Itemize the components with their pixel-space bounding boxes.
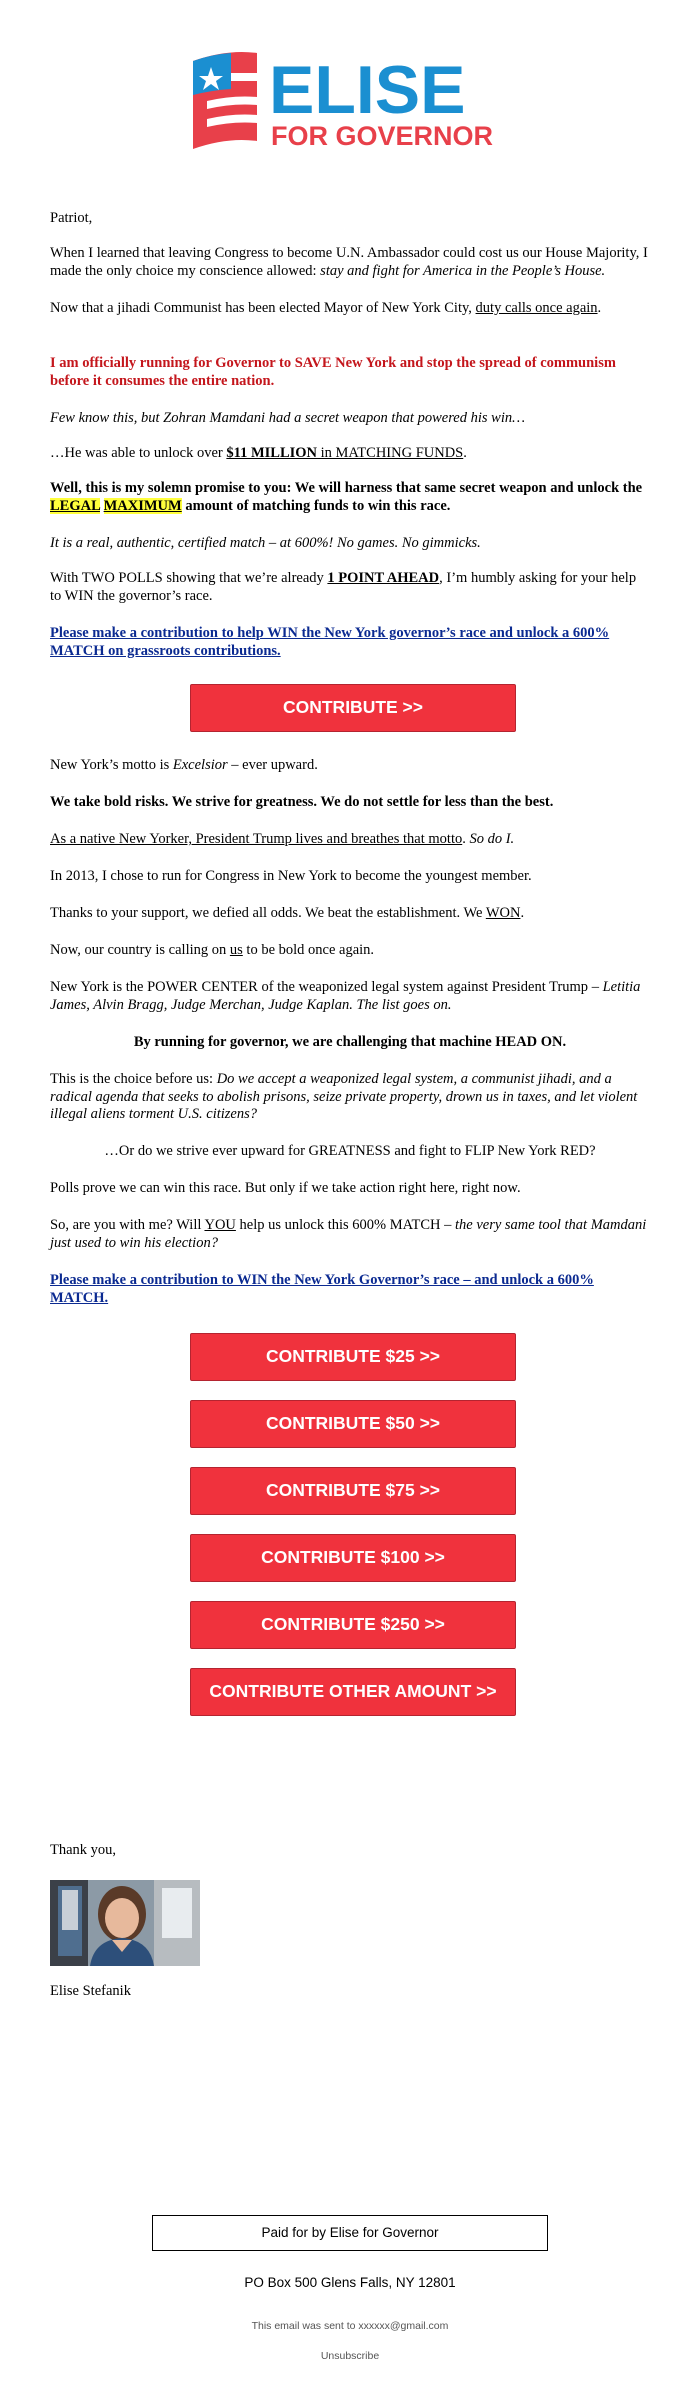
contribution-link-2[interactable] bbox=[50, 1272, 650, 1307]
text: to be bold once again. bbox=[242, 942, 375, 958]
text: When I learned that leaving Congress to become U.N. Ambassador could cost us our House Majority, I made the only choice my conscience allowed: bbox=[50, 245, 648, 279]
paragraph-motto bbox=[50, 757, 650, 775]
paragraph-promise bbox=[50, 480, 650, 515]
paragraph-polls bbox=[50, 570, 650, 605]
paid-for-box: Paid for by Elise for Governor bbox=[152, 2215, 548, 2251]
contribute-75-button[interactable]: CONTRIBUTE $75 >> bbox=[190, 1467, 516, 1515]
text: …He was able to unlock over bbox=[50, 445, 227, 461]
contribute-other-button[interactable]: CONTRIBUTE OTHER AMOUNT >> bbox=[190, 1668, 516, 1716]
text-italic: the very same tool that Mamdani just used to win his election? bbox=[50, 1217, 647, 1251]
paragraph-head-on: By running for governor, we are challenging that machine HEAD ON. bbox=[133, 1034, 567, 1050]
text: Now, our country is calling on bbox=[50, 942, 230, 958]
paragraph-certified-match bbox=[50, 535, 650, 553]
flag-e-logo-icon bbox=[187, 43, 517, 158]
highlight-legal: LEGAL bbox=[50, 497, 100, 514]
logo-name: ELISE bbox=[269, 52, 466, 128]
contribute-button[interactable]: CONTRIBUTE >> bbox=[190, 684, 516, 732]
campaign-logo bbox=[187, 43, 517, 158]
text-italic: So do I. bbox=[469, 831, 515, 847]
paragraph-bold-risks: We take bold risks. We strive for greatness. We do not settle for less than the best. bbox=[50, 794, 554, 810]
contribute-50-button[interactable]: CONTRIBUTE $50 >> bbox=[190, 1400, 516, 1448]
contribution-link-text[interactable]: Please make a contribution to help WIN the New York governor’s race and unlock a 600% MATCH on grassroots contributions. bbox=[50, 625, 610, 659]
contribution-link-text[interactable]: Please make a contribution to WIN the New York Governor’s race – and unlock a 600% MATCH. bbox=[50, 1272, 594, 1306]
logo-tagline: FOR GOVERNOR bbox=[271, 121, 494, 151]
highlight-maximum: MAXIMUM bbox=[103, 497, 182, 514]
text-underlined: As a native New Yorker, President Trump lives and breathes that motto bbox=[50, 831, 463, 847]
text-italic: Excelsior bbox=[172, 757, 228, 773]
text: . bbox=[463, 445, 467, 461]
text: This is the choice before us: bbox=[50, 1071, 217, 1087]
paragraph-flip-red: …Or do we strive ever upward for GREATNESS and fight to FLIP New York RED? bbox=[104, 1143, 596, 1159]
text: . bbox=[597, 300, 602, 316]
paragraph-matching-funds bbox=[50, 445, 650, 463]
text-underlined: us bbox=[229, 942, 243, 958]
text: Now that a jihadi Communist has been elected Mayor of New York City, bbox=[50, 300, 476, 316]
announcement: I am officially running for Governor to SAVE New York and stop the spread of communism before it consumes the entire nation. bbox=[50, 355, 616, 389]
paragraph-power-center bbox=[50, 979, 650, 1014]
text: help us unlock this 600% MATCH – bbox=[235, 1217, 455, 1233]
text-underlined: in MATCHING FUNDS bbox=[317, 445, 464, 461]
contribution-link-1[interactable] bbox=[50, 625, 650, 660]
text: Thanks to your support, we defied all odds. We beat the establishment. We bbox=[50, 905, 486, 921]
text: New York’s motto is bbox=[50, 757, 173, 773]
portrait-icon bbox=[50, 1880, 200, 1966]
text: With TWO POLLS showing that we’re already bbox=[50, 570, 328, 586]
paragraph-intro bbox=[50, 245, 650, 280]
footer-address: PO Box 500 Glens Falls, NY 12801 bbox=[244, 2275, 456, 2290]
text-italic: It is a real, authentic, certified match – at 600%! No games. No gimmicks. bbox=[50, 535, 481, 551]
paragraph-secret-weapon bbox=[50, 410, 650, 428]
text-underlined: duty calls once again bbox=[475, 300, 598, 316]
paragraph-duty bbox=[50, 300, 650, 318]
text-italic: stay and fight for America in the People’s House. bbox=[320, 262, 606, 279]
contribute-25-button[interactable]: CONTRIBUTE $25 >> bbox=[190, 1333, 516, 1381]
text: . bbox=[520, 905, 525, 921]
text-underlined: WON bbox=[485, 905, 521, 921]
paragraph-choice bbox=[50, 1071, 650, 1124]
contribute-250-button[interactable]: CONTRIBUTE $250 >> bbox=[190, 1601, 516, 1649]
text-bold-underlined: $11 MILLION bbox=[226, 445, 318, 461]
paragraph-defied bbox=[50, 905, 650, 923]
salutation: Patriot, bbox=[50, 210, 93, 226]
text: Well, this is my solemn promise to you: We will harness that same secret weapon and unlock the bbox=[50, 480, 643, 496]
paragraph-with-me bbox=[50, 1217, 650, 1252]
text: New York is the POWER CENTER of the weaponized legal system against President Trump bbox=[50, 979, 592, 995]
candidate-photo bbox=[50, 1880, 200, 1966]
paragraph-calling bbox=[50, 942, 650, 960]
contribute-100-button[interactable]: CONTRIBUTE $100 >> bbox=[190, 1534, 516, 1582]
signature: Elise Stefanik bbox=[50, 1983, 131, 1999]
text: , I’m humbly asking for your help to WIN the governor’s race. bbox=[50, 570, 637, 604]
unsubscribe-link[interactable]: Unsubscribe bbox=[320, 2350, 380, 2362]
text-italic: Few know this, but Zohran Mamdani had a secret weapon that powered his win… bbox=[50, 410, 525, 426]
text-italic: – Letitia James, Alvin Bragg, Judge Merchan, Judge Kaplan. The list goes on. bbox=[50, 979, 641, 1013]
text-italic: Do we accept a weaponized legal system, a communist jihadi, and a radical agenda that seeks to abolish prisons, seize private property, drown us in taxes, and let violent illegal aliens torment U.S. citizens? bbox=[50, 1071, 638, 1122]
text: So, are you with me? Will bbox=[50, 1217, 205, 1233]
paragraph-native bbox=[50, 831, 650, 849]
footer-sent-to: This email was sent to xxxxxx@gmail.com bbox=[251, 2320, 449, 2332]
text: – ever upward. bbox=[227, 757, 318, 773]
text: . bbox=[462, 831, 470, 847]
paragraph-polls-prove: Polls prove we can win this race. But only if we take action right here, right now. bbox=[50, 1180, 521, 1196]
paragraph-2013: In 2013, I chose to run for Congress in New York to become the youngest member. bbox=[50, 868, 532, 884]
thanks: Thank you, bbox=[50, 1842, 117, 1858]
text-underlined: YOU bbox=[204, 1217, 236, 1233]
text-bold-underlined: 1 POINT AHEAD bbox=[327, 570, 440, 586]
text: amount of matching funds to win this race. bbox=[181, 497, 451, 514]
